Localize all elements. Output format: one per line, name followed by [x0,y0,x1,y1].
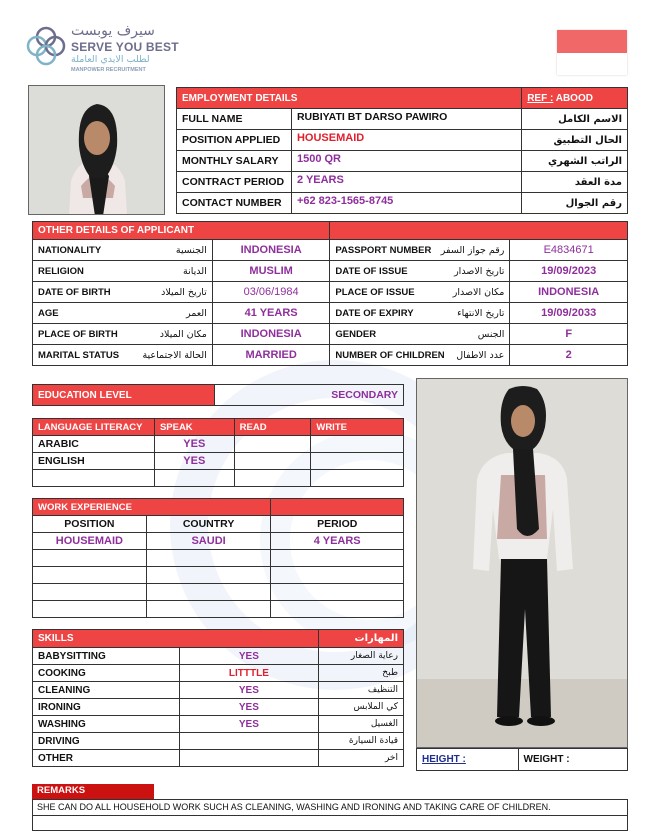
skill-row [33,648,404,665]
language-literacy-table [32,418,404,487]
skill-arabic: كي الملابس [319,699,404,716]
logo-english-text: SERVE YOU BEST [71,40,179,54]
marital-status-value: MARRIED [212,345,330,366]
date-of-birth-label: DATE OF BIRTH [38,286,111,298]
logo-arabic-text: سيرف يوبست [71,23,155,39]
skill-value: YES [179,716,319,733]
marital-status-label: MARITAL STATUS [38,349,120,361]
write-header: WRITE [311,419,404,436]
place-of-birth-arabic: مكان الميلاد [159,328,207,340]
remarks-header: REMARKS [32,784,154,799]
contact-number-value: +62 823-1565-8745 [291,193,521,214]
indonesia-flag-icon [557,30,627,75]
work-country [146,601,271,618]
full-name-label: FULL NAME [177,109,292,130]
country-column-header: COUNTRY [146,516,271,533]
applicant-portrait-photo [28,85,165,215]
nationality-arabic: الجنسية [175,244,207,256]
passport-number-arabic: رقم جواز السفر [440,244,505,256]
place-of-issue-arabic: مكان الاصدار [452,286,505,298]
number-of-children-arabic: عدد الاطفال [456,349,505,361]
skill-row [33,665,404,682]
language-row [33,470,404,487]
position-applied-arabic: الحال التطبيق [522,130,628,151]
date-of-issue-value: 19/09/2023 [510,261,628,282]
skill-arabic: قيادة السيارة [319,733,404,750]
skill-row [33,682,404,699]
work-country: SAUDI [146,533,271,550]
work-country [146,584,271,601]
work-period [271,550,404,567]
skill-name: IRONING [33,699,180,716]
language-literacy-header: LANGUAGE LITERACY [33,419,155,436]
nationality-label: NATIONALITY [38,244,102,256]
education-level-header: EDUCATION LEVEL [33,385,215,406]
work-experience-header-blank [271,499,404,516]
skills-header-arabic: المهارات [319,630,404,648]
number-of-children-value: 2 [510,345,628,366]
ref-value: ABOOD [555,92,593,104]
detail-row [33,303,628,324]
age-value: 41 YEARS [212,303,330,324]
place-of-issue-value: INDONESIA [510,282,628,303]
number-of-children-label: NUMBER OF CHILDREN [335,349,445,361]
skills-table [32,629,404,767]
read-header: READ [234,419,311,436]
language-name: ENGLISH [33,453,155,470]
language-write [311,436,404,453]
company-logo [25,23,205,75]
detail-row [33,345,628,366]
logo-subtitle-english: MANPOWER RECRUITMENT [71,67,146,73]
position-column-header: POSITION [33,516,147,533]
skill-value: YES [179,699,319,716]
skill-arabic: طبخ [319,665,404,682]
date-of-issue-label: DATE OF ISSUE [335,265,408,277]
gender-value: F [510,324,628,345]
other-details-header: OTHER DETAILS OF APPLICANT [33,222,330,240]
date-of-birth-arabic: تاريخ الميلاد [161,286,207,298]
language-speak [154,470,234,487]
work-period: 4 YEARS [271,533,404,550]
skill-name: DRIVING [33,733,180,750]
detail-row [33,240,628,261]
language-write [311,453,404,470]
contract-period-arabic: مدة العقد [522,172,628,193]
work-position [33,550,147,567]
skill-row [33,750,404,767]
skill-arabic: رعاية الصغار [319,648,404,665]
language-name [33,470,155,487]
speak-header: SPEAK [154,419,234,436]
ref-label: REF : [527,92,554,104]
work-position: HOUSEMAID [33,533,147,550]
age-arabic: العمر [185,307,207,319]
period-column-header: PERIOD [271,516,404,533]
language-read [234,436,311,453]
education-table [32,384,404,406]
position-applied-label: POSITION APPLIED [177,130,292,151]
work-experience-table [32,498,404,618]
full-name-arabic: الاسم الكامل [522,109,628,130]
skill-name: WASHING [33,716,180,733]
language-name: ARABIC [33,436,155,453]
ref-cell [522,88,628,109]
remarks-blank-line [32,816,628,831]
work-country [146,567,271,584]
language-speak: YES [154,453,234,470]
date-of-expiry-arabic: تاريخ الانتهاء [457,307,505,319]
other-details-header-blank [330,222,628,240]
height-label: HEIGHT : [417,749,519,771]
position-applied-value: HOUSEMAID [291,130,521,151]
monthly-salary-value: 1500 QR [291,151,521,172]
skill-row [33,733,404,750]
religion-label: RELIGION [38,265,84,277]
skill-arabic: التنظيف [319,682,404,699]
height-weight-table [416,748,628,771]
skill-value [179,733,319,750]
contact-number-arabic: رقم الجوال [522,193,628,214]
gender-label: GENDER [335,328,377,340]
applicant-full-body-photo [416,378,628,748]
skill-value: YES [179,648,319,665]
skills-header: SKILLS [33,630,319,648]
language-read [234,453,311,470]
nationality-value: INDONESIA [212,240,330,261]
employment-details-table [176,87,628,214]
education-level-value: SECONDARY [214,385,403,406]
religion-value: MUSLIM [212,261,330,282]
place-of-issue-label: PLACE OF ISSUE [335,286,415,298]
work-period [271,584,404,601]
work-position [33,601,147,618]
logo-emblem-icon [25,25,67,67]
age-label: AGE [38,307,59,319]
work-experience-header: WORK EXPERIENCE [33,499,271,516]
language-speak: YES [154,436,234,453]
skill-arabic: الغسيل [319,716,404,733]
monthly-salary-arabic: الراتب الشهري [522,151,628,172]
work-row [33,601,404,618]
logo-subtitle-arabic: لطلب الايدي العاملة [71,54,150,65]
work-position [33,584,147,601]
passport-number-label: PASSPORT NUMBER [335,244,432,256]
skill-name: CLEANING [33,682,180,699]
language-write [311,470,404,487]
skill-name: COOKING [33,665,180,682]
skill-name: BABYSITTING [33,648,180,665]
remarks-text: SHE CAN DO ALL HOUSEHOLD WORK SUCH AS CLEANING, WASHING AND IRONING AND TAKING CARE OF CHILDREN. [32,799,628,816]
work-row [33,550,404,567]
work-row [33,567,404,584]
language-read [234,470,311,487]
skill-value: YES [179,682,319,699]
full-name-value: RUBIYATI BT DARSO PAWIRO [291,109,521,130]
language-row [33,453,404,470]
skill-arabic: اخر [319,750,404,767]
gender-arabic: الجنس [477,328,505,340]
work-period [271,601,404,618]
monthly-salary-label: MONTHLY SALARY [177,151,292,172]
skill-name: OTHER [33,750,180,767]
date-of-issue-arabic: تاريخ الاصدار [454,265,505,277]
weight-label: WEIGHT : [518,749,627,771]
contract-period-value: 2 YEARS [291,172,521,193]
detail-row [33,261,628,282]
date-of-expiry-value: 19/09/2033 [510,303,628,324]
work-country [146,550,271,567]
place-of-birth-value: INDONESIA [212,324,330,345]
skill-row [33,716,404,733]
work-row [33,584,404,601]
marital-status-arabic: الحالة الاجتماعية [142,349,207,361]
employment-details-header: EMPLOYMENT DETAILS [177,88,522,109]
detail-row [33,282,628,303]
passport-number-value: E4834671 [510,240,628,261]
language-row [33,436,404,453]
date-of-expiry-label: DATE OF EXPIRY [335,307,414,319]
place-of-birth-label: PLACE OF BIRTH [38,328,118,340]
work-position [33,567,147,584]
date-of-birth-value: 03/06/1984 [212,282,330,303]
skill-row [33,699,404,716]
work-row [33,533,404,550]
religion-arabic: الديانة [183,265,207,277]
other-details-table [32,221,628,366]
work-period [271,567,404,584]
skill-value: LITTTLE [179,665,319,682]
skill-value [179,750,319,767]
detail-row [33,324,628,345]
contract-period-label: CONTRACT PERIOD [177,172,292,193]
contact-number-label: CONTACT NUMBER [177,193,292,214]
